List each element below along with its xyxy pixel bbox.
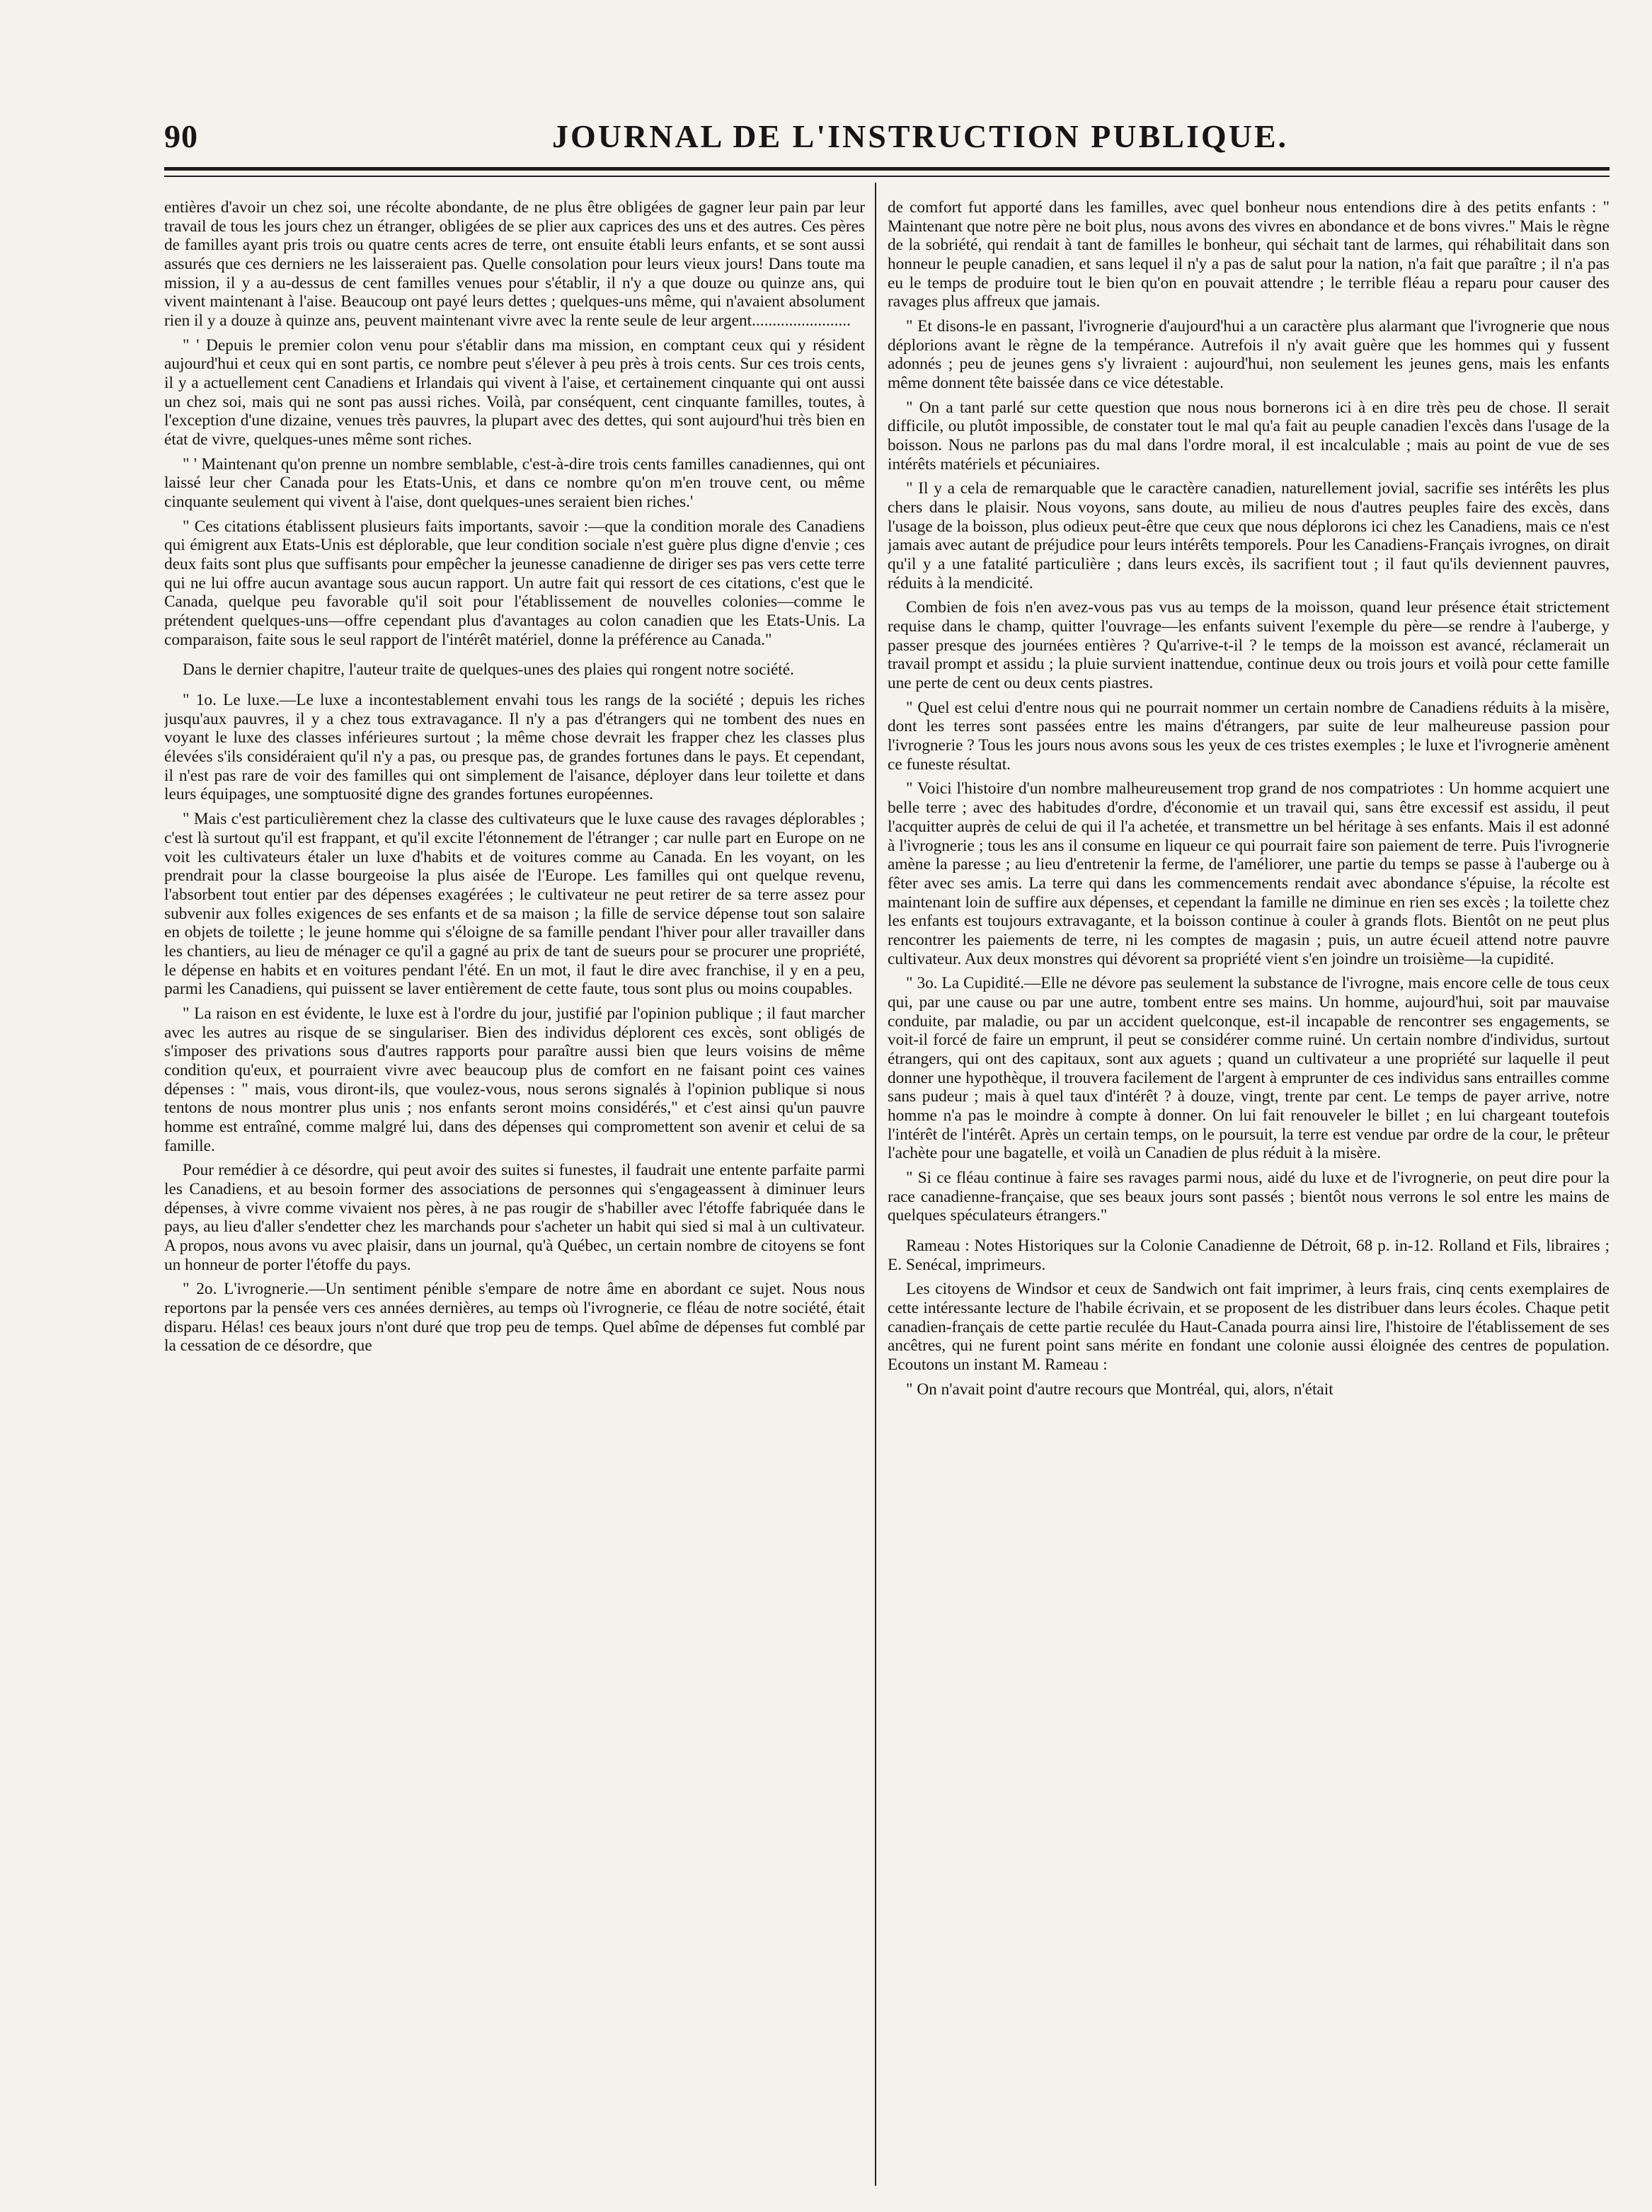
paragraph: " Mais c'est particulièrement chez la classe des cultivateurs que le luxe cause des ravages déplorables ; c'est là surtout qu'il est frappant, et qu'il excite l'étonnement de l'étranger ; car nulle part en Europe on ne voit les cultivateurs étaler un luxe d'habits et de voitures comme au Canada. En les voyant, on les prendrait pour la classe bourgeoise la plus aisée de l'Europe. Les familles qui ont quelque revenu, l'absorbent tout entier par des dépenses exagérées ; le cultivateur ne peut retirer de sa terre assez pour subvenir aux folles exigences de ses enfants et de sa maison ; la fille de service dépense tout son salaire en objets de toilette ; le jeune homme qui s'éloigne de sa famille pendant l'hiver pour aller travailler dans les chantiers, au lieu de ménager ce qu'il a gagné au prix de tant de sueurs pour se procurer une propriété, le dépense en habits et en voitures pendant l'été. En un mot, il faut le dire avec franchise, il y en a peu, parmi les Canadiens, qui puissent se laver entièrement de cette faute, tous sont plus ou moins coupables. [164,810,865,999]
paragraph: " 1o. Le luxe.—Le luxe a incontestablement envahi tous les rangs de la société ; depuis les riches jusqu'aux pauvres, il y a chez tous extravagance. Il n'y a pas d'étrangers qui ne tombent des nues en voyant le luxe des classes inférieures surtout ; la même chose devrait les frapper chez les classes plus élevées s'ils considéraient qu'il n'y a pas, ou presque pas, de grandes fortunes dans le pays. Et cependant, il n'est pas rare de voir des familles qui ont simplement de l'aisance, déployer dans leur toilette et dans leurs équipages, une somptuosité digne des grandes fortunes européennes. [164,691,865,804]
paragraph: " Ces citations établissent plusieurs faits importants, savoir :—que la condition morale des Canadiens qui émigrent aux Etats-Unis est déplorable, que leur condition sociale n'est guère plus digne d'envie ; ces deux faits sont plus que suffisants pour empêcher la jeunesse canadienne de diriger ses pas vers cette terre qui ne lui offre aucun avantage sous aucun rapport. Un autre fait qui ressort de ces citations, c'est que le Canada, quelque peu favorable qu'il soit pour l'établissement de nouvelles colonies—comme le prétendent quelques-uns—offre cependant plus d'avantages au colon canadien que les Etats-Unis. La comparaison, faite sous le seul rapport de l'intérêt matériel, donne la préférence au Canada." [164,517,865,649]
paragraph: entières d'avoir un chez soi, une récolte abondante, de ne plus être obligées de gagner leur pain par leur travail de tous les jours chez un étranger, obligées de se plier aux caprices des uns et des autres. Ces pères de familles ayant pris trois ou quatre cents acres de terre, ont ensuite établi leurs enfants, et se sont aussi assurés que ces derniers ne les laisseraient pas. Quelle consolation pour leurs vieux jours! Dans toute ma mission, il y a au-dessus de cent familles venues pour s'établir, il n'y a que douze ou quinze ans, qui vivent maintenant à l'aise. Beaucoup ont payé leurs dettes ; quelques-uns même, qui n'avaient absolument rien il y a douze à quinze ans, peuvent maintenant vivre avec la rente seule de leur argent........................ [164,198,865,331]
paragraph: " On a tant parlé sur cette question que nous nous bornerons ici à en dire très peu de chose. Il serait difficile, ou plutôt impossible, de constater tout le mal qu'a fait au peuple canadien l'excès dans l'usage de la boisson. Nous ne parlons pas du mal dans l'ordre moral, il est incalculable ; mais au point de vue de ses intérêts matériels et pécuniaires. [888,398,1610,474]
column-divider [875,183,876,2186]
header-rule-thin [164,176,1610,177]
paragraph: " Et disons-le en passant, l'ivrognerie d'aujourd'hui a un caractère plus alarmant que l'ivrognerie que nous déplorions avant le règne de la tempérance. Autrefois il n'y avait guère que les hommes qui y fussent adonnés ; peu de jeunes gens s'y livraient : aujourd'hui, non seulement les jeunes gens, mais les enfants même donnent tête baissée dans ce vice détestable. [888,317,1610,393]
left-column [164,198,865,2187]
book-notice: Rameau : Notes Historiques sur la Colonie Canadienne de Détroit, 68 p. in-12. Rolland et Fils, libraires ; E. Senécal, imprimeurs. [888,1236,1610,1274]
paragraph: " On n'avait point d'autre recours que Montréal, qui, alors, n'était [906,1380,1333,1399]
paragraph: Combien de fois n'en avez-vous pas vus au temps de la moisson, quand leur présence était strictement requise dans le champ, quitter l'ouvrage—les enfants suivent l'exemple du père—se rendre à l'auberge, y passer presque des journées entières ? Qu'arrive-t-il ? le temps de la moisson est avancé, réclamerait un travail prompt et assidu ; la pluie survient inattendue, continue deux ou trois jours et voilà pour cette famille une perte de cent ou deux cents piastres. [888,598,1610,693]
header-rule-thick [164,167,1610,171]
paragraph: " Si ce fléau continue à faire ses ravages parmi nous, aidé du luxe et de l'ivrognerie, on peut dire pour la race canadienne-française, que ses beaux jours sont passés ; bientôt nous verrons le sol entre les mains de quelques spéculateurs étrangers." [888,1168,1610,1225]
paragraph: " Il y a cela de remarquable que le caractère canadien, naturellement jovial, sacrifie ses intérêts les plus chers dans le plaisir. Nous voyons, sans doute, au milieu de nous d'autres peuples faire des excès, dans l'usage de la boisson, plus odieux peut-être que ceux que nous déplorons ici chez les Canadiens, mais ce n'est jamais avec autant de préjudice pour leurs intérêts temporels. Pour les Canadiens-Français ivrognes, on dirait qu'il y a une fatalité particulière ; dans leurs excès, ils sacrifient tout ; il faut qu'ils deviennent pauvres, réduits à la mendicité. [888,479,1610,592]
paragraph: de comfort fut apporté dans les familles, avec quel bonheur nous entendions dire à des petits enfants : " Maintenant que notre père ne boit plus, nous avons des vivres en abondance et de bons vivres." Mais le règne de la sobriété, qui rendait à tant de familles le bonheur, qui séchait tant de larmes, qui réhabilitait dans son honneur le peuple canadien, et sans lequel il n'y a pas de salut pour la nation, n'a fait que paraître ; il n'a pas eu le temps de produire tout le bien qu'on en pouvait attendre ; le terrible fléau a reparu pour causer des ravages plus affreux que jamais. [888,198,1610,311]
paragraph: " La raison en est évidente, le luxe est à l'ordre du jour, justifié par l'opinion publique ; il faut marcher avec les autres au risque de se singulariser. Bien des individus déplorent ces excès, sont obligés de s'imposer des privations sous d'autres rapports pour paraître aussi bien que leurs voisins de même condition qu'eux, et pourraient vivre avec beaucoup plus de comfort en ne faisant point ces vaines dépenses : " mais, vous diront-ils, que voulez-vous, nous serons signalés à l'opinion publique si nous tentons de nous montrer plus unis ; nos enfants seront moins considérés," et c'est ainsi qu'un pauvre homme est entraîné, comme malgré lui, dans des dépenses qui compromettent son avenir et celui de sa famille. [164,1004,865,1155]
page-number: 90 [164,118,198,154]
paragraph: " ' Maintenant qu'on prenne un nombre semblable, c'est-à-dire trois cents familles canadiennes, qui ont laissé leur cher Canada pour les Etats-Unis, et dans ce nombre qu'on m'en trouve cent, ou même cinquante seulement qui vivent à l'aise, dont quelques-unes seraient bien riches.' [164,454,865,512]
paragraph: " ' Depuis le premier colon venu pour s'établir dans ma mission, en comptant ceux qui y résident aujourd'hui et ceux qui en sont partis, ce nombre peut s'élever à peu près à trois cents. Sur ces trois cents, il y a actuellement cent Canadiens et Irlandais qui vivent à l'aise, et certainement cinquante qui ont aussi un chez soi, mais qui ne sont pas aussi riches. Voilà, par conséquent, cent cinquante familles, toutes, à l'exception d'une dizaine, venues très pauvres, la plupart avec des dettes, qui sont aujourd'hui très bien en état de vivre, quelques-unes même sont riches. [164,336,865,449]
paragraph: Les citoyens de Windsor et ceux de Sandwich ont fait imprimer, à leurs frais, cinq cents exemplaires de cette intéressante lecture de l'habile écrivain, et se proposent de les distribuer dans leurs écoles. Chaque petit canadien-français de cette partie reculée du Haut-Canada pourra ainsi lire, l'histoire de l'établissement de ses ancêtres, qui ne furent point sans mérite en fondant une colonie aussi éloignée des centres de population. Ecoutons un instant M. Rameau : [888,1280,1610,1374]
paragraph: Dans le dernier chapitre, l'auteur traite de quelques-unes des plaies qui rongent notre société. [183,660,794,680]
right-column [888,198,1610,2187]
running-title: JOURNAL DE L'INSTRUCTION PUBLIQUE. [551,118,1289,154]
paragraph: " Voici l'histoire d'un nombre malheureusement trop grand de nos compatriotes : Un homme acquiert une belle terre ; avec des habitudes d'ordre, d'économie et un travail qui, sans être excessif est assidu, il peut l'acquitter auprès de celui de qui il l'a achetée, et transmettre un bel héritage à ses enfants. Mais il est adonné à l'ivrognerie ; tous les ans il consume en liqueur ce qui pourrait faire son paiement de terre. Puis l'ivrognerie amène la paresse ; au lieu d'entretenir la ferme, de l'améliorer, une partie du temps se passe à l'auberge ou à fêter avec ses amis. La terre qui dans les commencements rendait avec abondance s'épuise, la récolte est maintenant loin de suffire aux dépenses, et cependant la famille ne diminue en rien ses excès ; la toilette chez les enfants est toujours extravagante, et la boisson continue à couler à grands flots. Bientôt on ne peut plus rencontrer les paiements de terre, ni les comptes de magasin ; puis, un autre écueil attend notre pauvre cultivateur. Aux deux monstres qui dévorent sa propriété vient s'en joindre un troisième—la cupidité. [888,779,1610,968]
paragraph: " Quel est celui d'entre nous qui ne pourrait nommer un certain nombre de Canadiens réduits à la misère, dont les terres sont passées entre les mains d'étrangers, par suite de leur malheureuse passion pour l'ivrognerie ? Tous les jours nous avons sous les yeux de ces tristes exemples ; le luxe et l'ivrognerie amènent ce funeste résultat. [888,698,1610,774]
paragraph: " 3o. La Cupidité.—Elle ne dévore pas seulement la substance de l'ivrogne, mais encore celle de tous ceux qui, par une cause ou par une autre, tombent entre ses mains. Un homme, aujourd'hui, soit par mauvaise conduite, par maladie, ou par un accident quelconque, est-il incapable de rencontrer ses engagements, se voit-il forcé de faire un emprunt, il peut se considérer comme ruiné. Un certain nombre d'individus, surtout étrangers, qui ont des capitaux, sont aux aguets ; quand un cultivateur a une propriété sur laquelle il peut donner une hypothèque, il trouvera facilement de l'argent à emprunter de ces individus sans entrailles comme sans pudeur ; mais à quel taux d'intérêt ? à douze, vingt, trente par cent. Le temps de payer arrive, notre homme n'a pas le moindre à compte à donner. On lui fait renouveler le billet ; en lui chargeant toutefois l'intérêt de l'intérêt. Après un certain temps, on le poursuit, la terre est vendue par ordre de la cour, le prêteur l'achète pour une bagatelle, et voilà un Canadien de plus réduit à la misère. [888,974,1610,1163]
paragraph: Pour remédier à ce désordre, qui peut avoir des suites si funestes, il faudrait une entente parfaite parmi les Canadiens, et au besoin former des associations de personnes qui s'engageassent à diminuer leurs dépenses, à vivre comme vivaient nos pères, à ne pas rougir de s'habiller avec l'étoffe fabriquée dans le pays, au lieu d'aller s'endetter chez les marchands pour s'acheter un habit qui sied si mal à un cultivateur. A propos, nous avons vu avec plaisir, dans un journal, qu'à Québec, un certain nombre de citoyens se font un honneur de porter l'étoffe du pays. [164,1161,865,1274]
paragraph: " 2o. L'ivrognerie.—Un sentiment pénible s'empare de notre âme en abordant ce sujet. Nous nous reportons par la pensée vers ces années dernières, au temps où l'ivrognerie, ce fléau de notre société, était disparu. Hélas! ces beaux jours n'ont duré que trop peu de temps. Quel abîme de dépenses fut comblé par la cessation de ce désordre, que [164,1280,865,1356]
